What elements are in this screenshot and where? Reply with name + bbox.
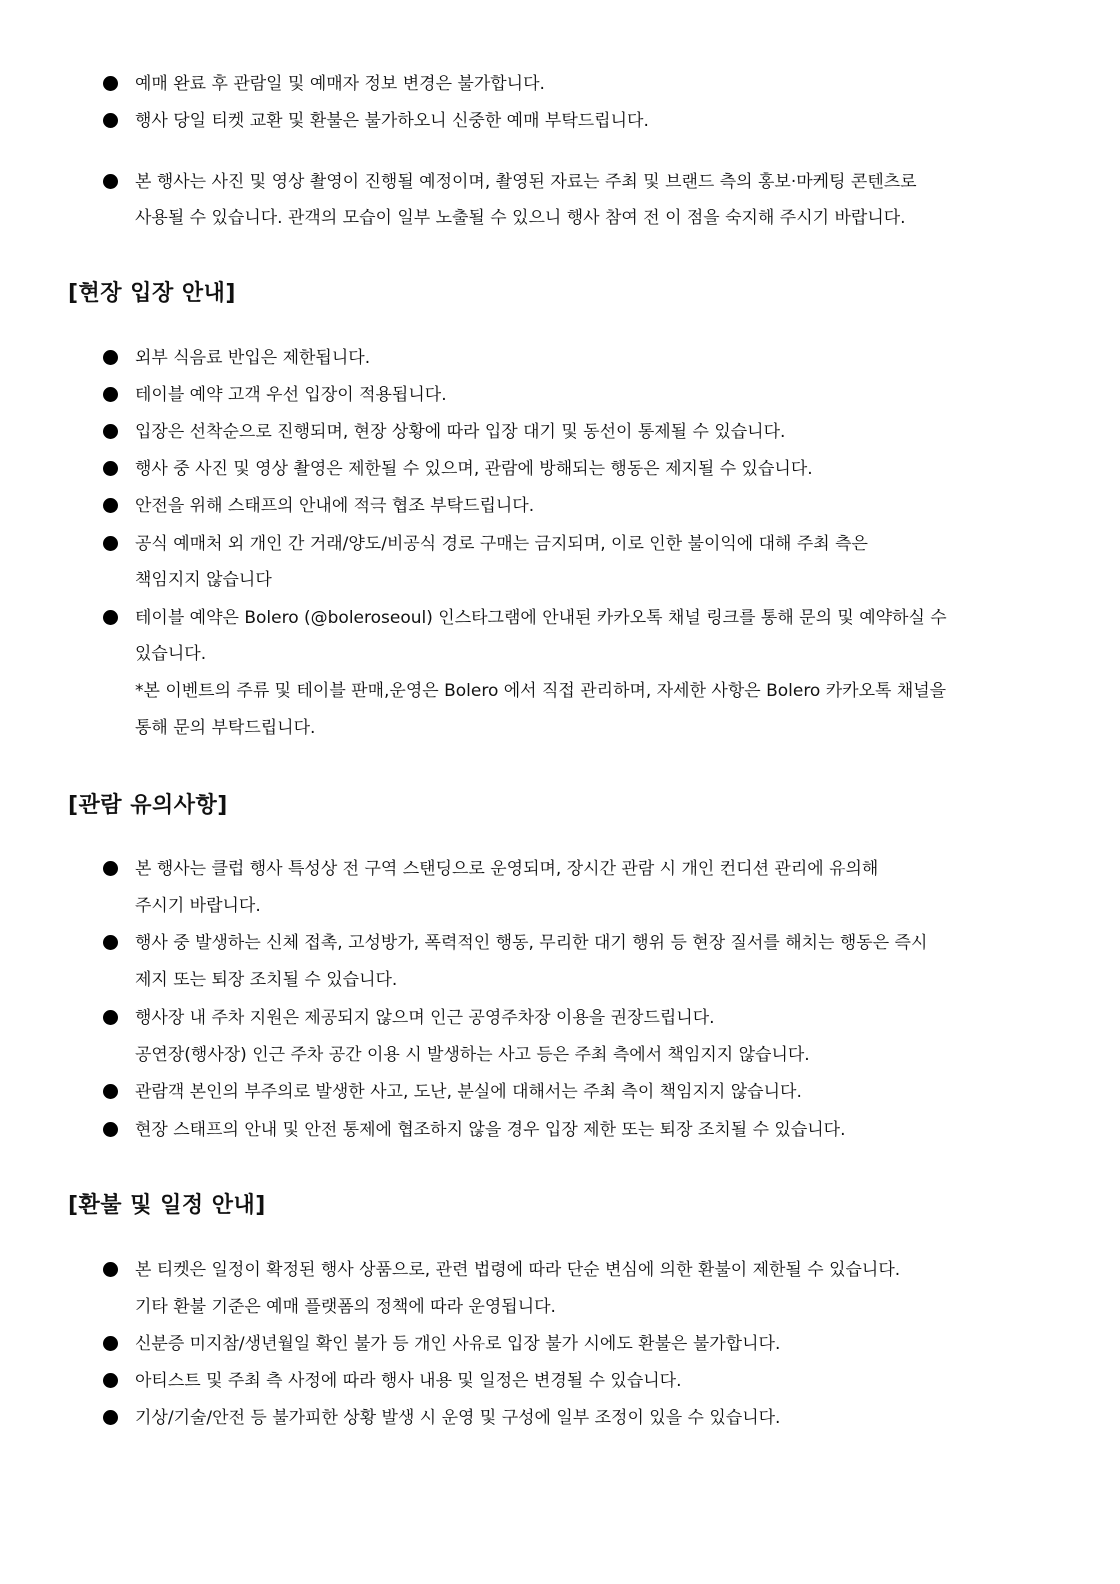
list-item-text: 외부 식음료 반입은 제한됩니다.: [135, 348, 371, 368]
list-item-note: *본 이벤트의 주류 및 테이블 판매,운영은 Bolero 에서 직접 관리하며, 자세한 사항은 Bolero 카카오톡 채널을: [135, 681, 947, 701]
list-item-text: 본 행사는 클럽 행사 특성상 전 구역 스탠딩으로 운영되며, 장시간 관람 시 개인 컨디션 관리에 유의해: [135, 859, 879, 879]
bullet-icon: [103, 174, 118, 189]
list-item-text: 행사 중 사진 및 영상 촬영은 제한될 수 있으며, 관람에 방해되는 행동은 제지될 수 있습니다.: [135, 459, 813, 479]
section-heading: [관람 유의사항]: [68, 793, 228, 818]
list-item-text: 신분증 미지참/생년월일 확인 불가 등 개인 사유로 입장 불가 시에도 환불은 불가합니다.: [135, 1334, 781, 1354]
list-item-text: 공식 예매처 외 개인 간 거래/양도/비공식 경로 구매는 금지되며, 이로 인한 불이익에 대해 주최 측은: [135, 534, 868, 554]
list-item-text: 행사 중 발생하는 신체 접촉, 고성방가, 폭력적인 행동, 무리한 대기 행위 등 현장 질서를 해치는 행동은 즉시: [135, 933, 928, 953]
bullet-icon: [103, 1410, 118, 1425]
list-item-text: 안전을 위해 스태프의 안내에 적극 협조 부탁드립니다.: [135, 496, 535, 516]
list-item-text: 있습니다.: [135, 644, 207, 664]
list-item-text: 주시기 바랍니다.: [135, 896, 261, 916]
bullet-icon: [103, 424, 118, 439]
list-item-text: 본 행사는 사진 및 영상 촬영이 진행될 예정이며, 촬영된 자료는 주최 및 브랜드 측의 홍보·마케팅 콘텐츠로: [135, 172, 917, 192]
bullet-icon: [103, 1373, 118, 1388]
list-item-text: 현장 스태프의 안내 및 안전 통제에 협조하지 않을 경우 입장 제한 또는 퇴장 조치될 수 있습니다.: [135, 1120, 846, 1140]
list-item-text: 예매 완료 후 관람일 및 예매자 정보 변경은 불가합니다.: [135, 74, 545, 94]
list-item-text: 기상/기술/안전 등 불가피한 상황 발생 시 운영 및 구성에 일부 조정이 있을 수 있습니다.: [135, 1408, 781, 1428]
list-item-text: 행사 당일 티켓 교환 및 환불은 불가하오니 신중한 예매 부탁드립니다.: [135, 111, 649, 131]
list-item-text: 테이블 예약은 Bolero (@boleroseoul) 인스타그램에 안내된 카카오톡 채널 링크를 통해 문의 및 예약하실 수: [135, 608, 947, 628]
list-item-note: 통해 문의 부탁드립니다.: [135, 718, 316, 738]
bullet-icon: [103, 1262, 118, 1277]
bullet-icon: [103, 536, 118, 551]
list-item-text: 행사장 내 주차 지원은 제공되지 않으며 인근 공영주차장 이용을 권장드립니다.: [135, 1008, 715, 1028]
bullet-icon: [103, 610, 118, 625]
bullet-icon: [103, 1010, 118, 1025]
list-item-text: 본 티켓은 일정이 확정된 행사 상품으로, 관련 법령에 따라 단순 변심에 의한 환불이 제한될 수 있습니다.: [135, 1260, 901, 1280]
list-item-text: 테이블 예약 고객 우선 입장이 적용됩니다.: [135, 385, 447, 405]
list-item-text: 입장은 선착순으로 진행되며, 현장 상황에 따라 입장 대기 및 동선이 통제될 수 있습니다.: [135, 422, 786, 442]
bullet-icon: [103, 350, 118, 365]
bullet-icon: [103, 935, 118, 950]
list-item-text: 사용될 수 있습니다. 관객의 모습이 일부 노출될 수 있으니 행사 참여 전 이 점을 숙지해 주시기 바랍니다.: [135, 208, 906, 228]
list-item-text: 기타 환불 기준은 예매 플랫폼의 정책에 따라 운영됩니다.: [135, 1297, 556, 1317]
bullet-icon: [103, 861, 118, 876]
bullet-icon: [103, 387, 118, 402]
bullet-icon: [103, 461, 118, 476]
section-heading: [환불 및 일정 안내]: [68, 1193, 266, 1218]
list-item-note: 공연장(행사장) 인근 주차 공간 이용 시 발생하는 사고 등은 주최 측에서 책임지지 않습니다.: [135, 1045, 810, 1065]
section-heading: [현장 입장 안내]: [68, 281, 236, 306]
bullet-icon: [103, 1084, 118, 1099]
bullet-icon: [103, 113, 118, 128]
list-item-text: 책임지지 않습니다: [135, 570, 272, 590]
bullet-icon: [103, 76, 118, 91]
list-item-text: 관람객 본인의 부주의로 발생한 사고, 도난, 분실에 대해서는 주최 측이 책임지지 않습니다.: [135, 1082, 802, 1102]
bullet-icon: [103, 1336, 118, 1351]
bullet-icon: [103, 1122, 118, 1137]
bullet-icon: [103, 498, 118, 513]
list-item-text: 제지 또는 퇴장 조치될 수 있습니다.: [135, 970, 398, 990]
list-item-text: 아티스트 및 주최 측 사정에 따라 행사 내용 및 일정은 변경될 수 있습니다.: [135, 1371, 682, 1391]
